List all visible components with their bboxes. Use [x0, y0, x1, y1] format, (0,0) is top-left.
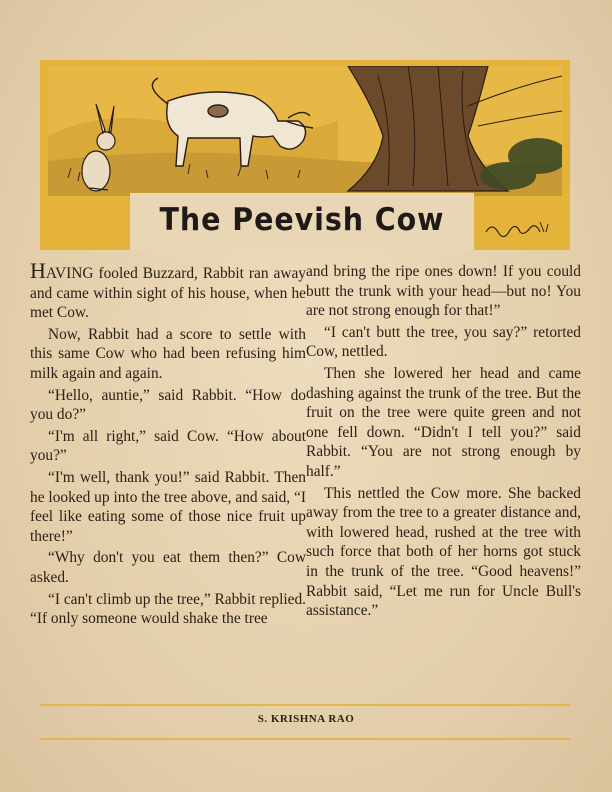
artist-signature [478, 214, 562, 240]
paragraph: and bring the ripe ones down! If you could butt the trunk with your head—but no! You are not strong enough for that!” [306, 263, 581, 320]
paragraph [30, 258, 306, 323]
illustration-svg [48, 66, 562, 196]
paragraph: Now, Rabbit had a score to settle with this same Cow who had been refusing him milk again and again. [30, 325, 306, 382]
byline-rule-top [40, 704, 570, 706]
paragraph: “Why don't you eat them then?” Cow asked. [30, 549, 306, 586]
author-byline: S. KRISHNA RAO [257, 713, 355, 725]
paragraph: “I'm well, thank you!” said Rabbit. Then he looked up into the tree above, and said, “I feel like eating some of those nice fruit up there!” [30, 468, 306, 545]
paragraph-text: AVING fooled Buzzard, Rabbit ran away and came within sight of his house, when he met Cow. [30, 265, 306, 322]
paragraph: This nettled the Cow more. She backed away from the tree to a greater distance and, with lowered head, rushed at the tree with such force that both of her horns got stuck in the trunk of the tree. “Good heavens!” Rabbit said, “Let me run for Uncle Bull's assistance.” [306, 484, 581, 620]
paragraph: Then she lowered her head and came dashing against the trunk of the tree. But the fruit on the tree were quite green and not one fell down. “Didn't I tell you?” said Rabbit. “You are not strong enough by half.” [306, 364, 581, 480]
paragraph: “Hello, auntie,” said Rabbit. “How do you do?” [30, 386, 306, 424]
story-column-left [30, 258, 306, 631]
paragraph: “I'm all right,” said Cow. “How about you?” [30, 427, 306, 465]
drop-cap: H [30, 258, 46, 283]
paragraph: “I can't butt the tree, you say?” retorted Cow, nettled. [306, 323, 581, 361]
story-column-right [306, 262, 581, 623]
header-illustration [48, 66, 562, 196]
page-title: The Peevish Cow [159, 202, 445, 238]
byline-rule-bottom [40, 738, 570, 740]
signature-mark [478, 214, 562, 240]
paragraph: “I can't climb up the tree,” Rabbit replied. “If only someone would shake the tree [30, 590, 306, 628]
